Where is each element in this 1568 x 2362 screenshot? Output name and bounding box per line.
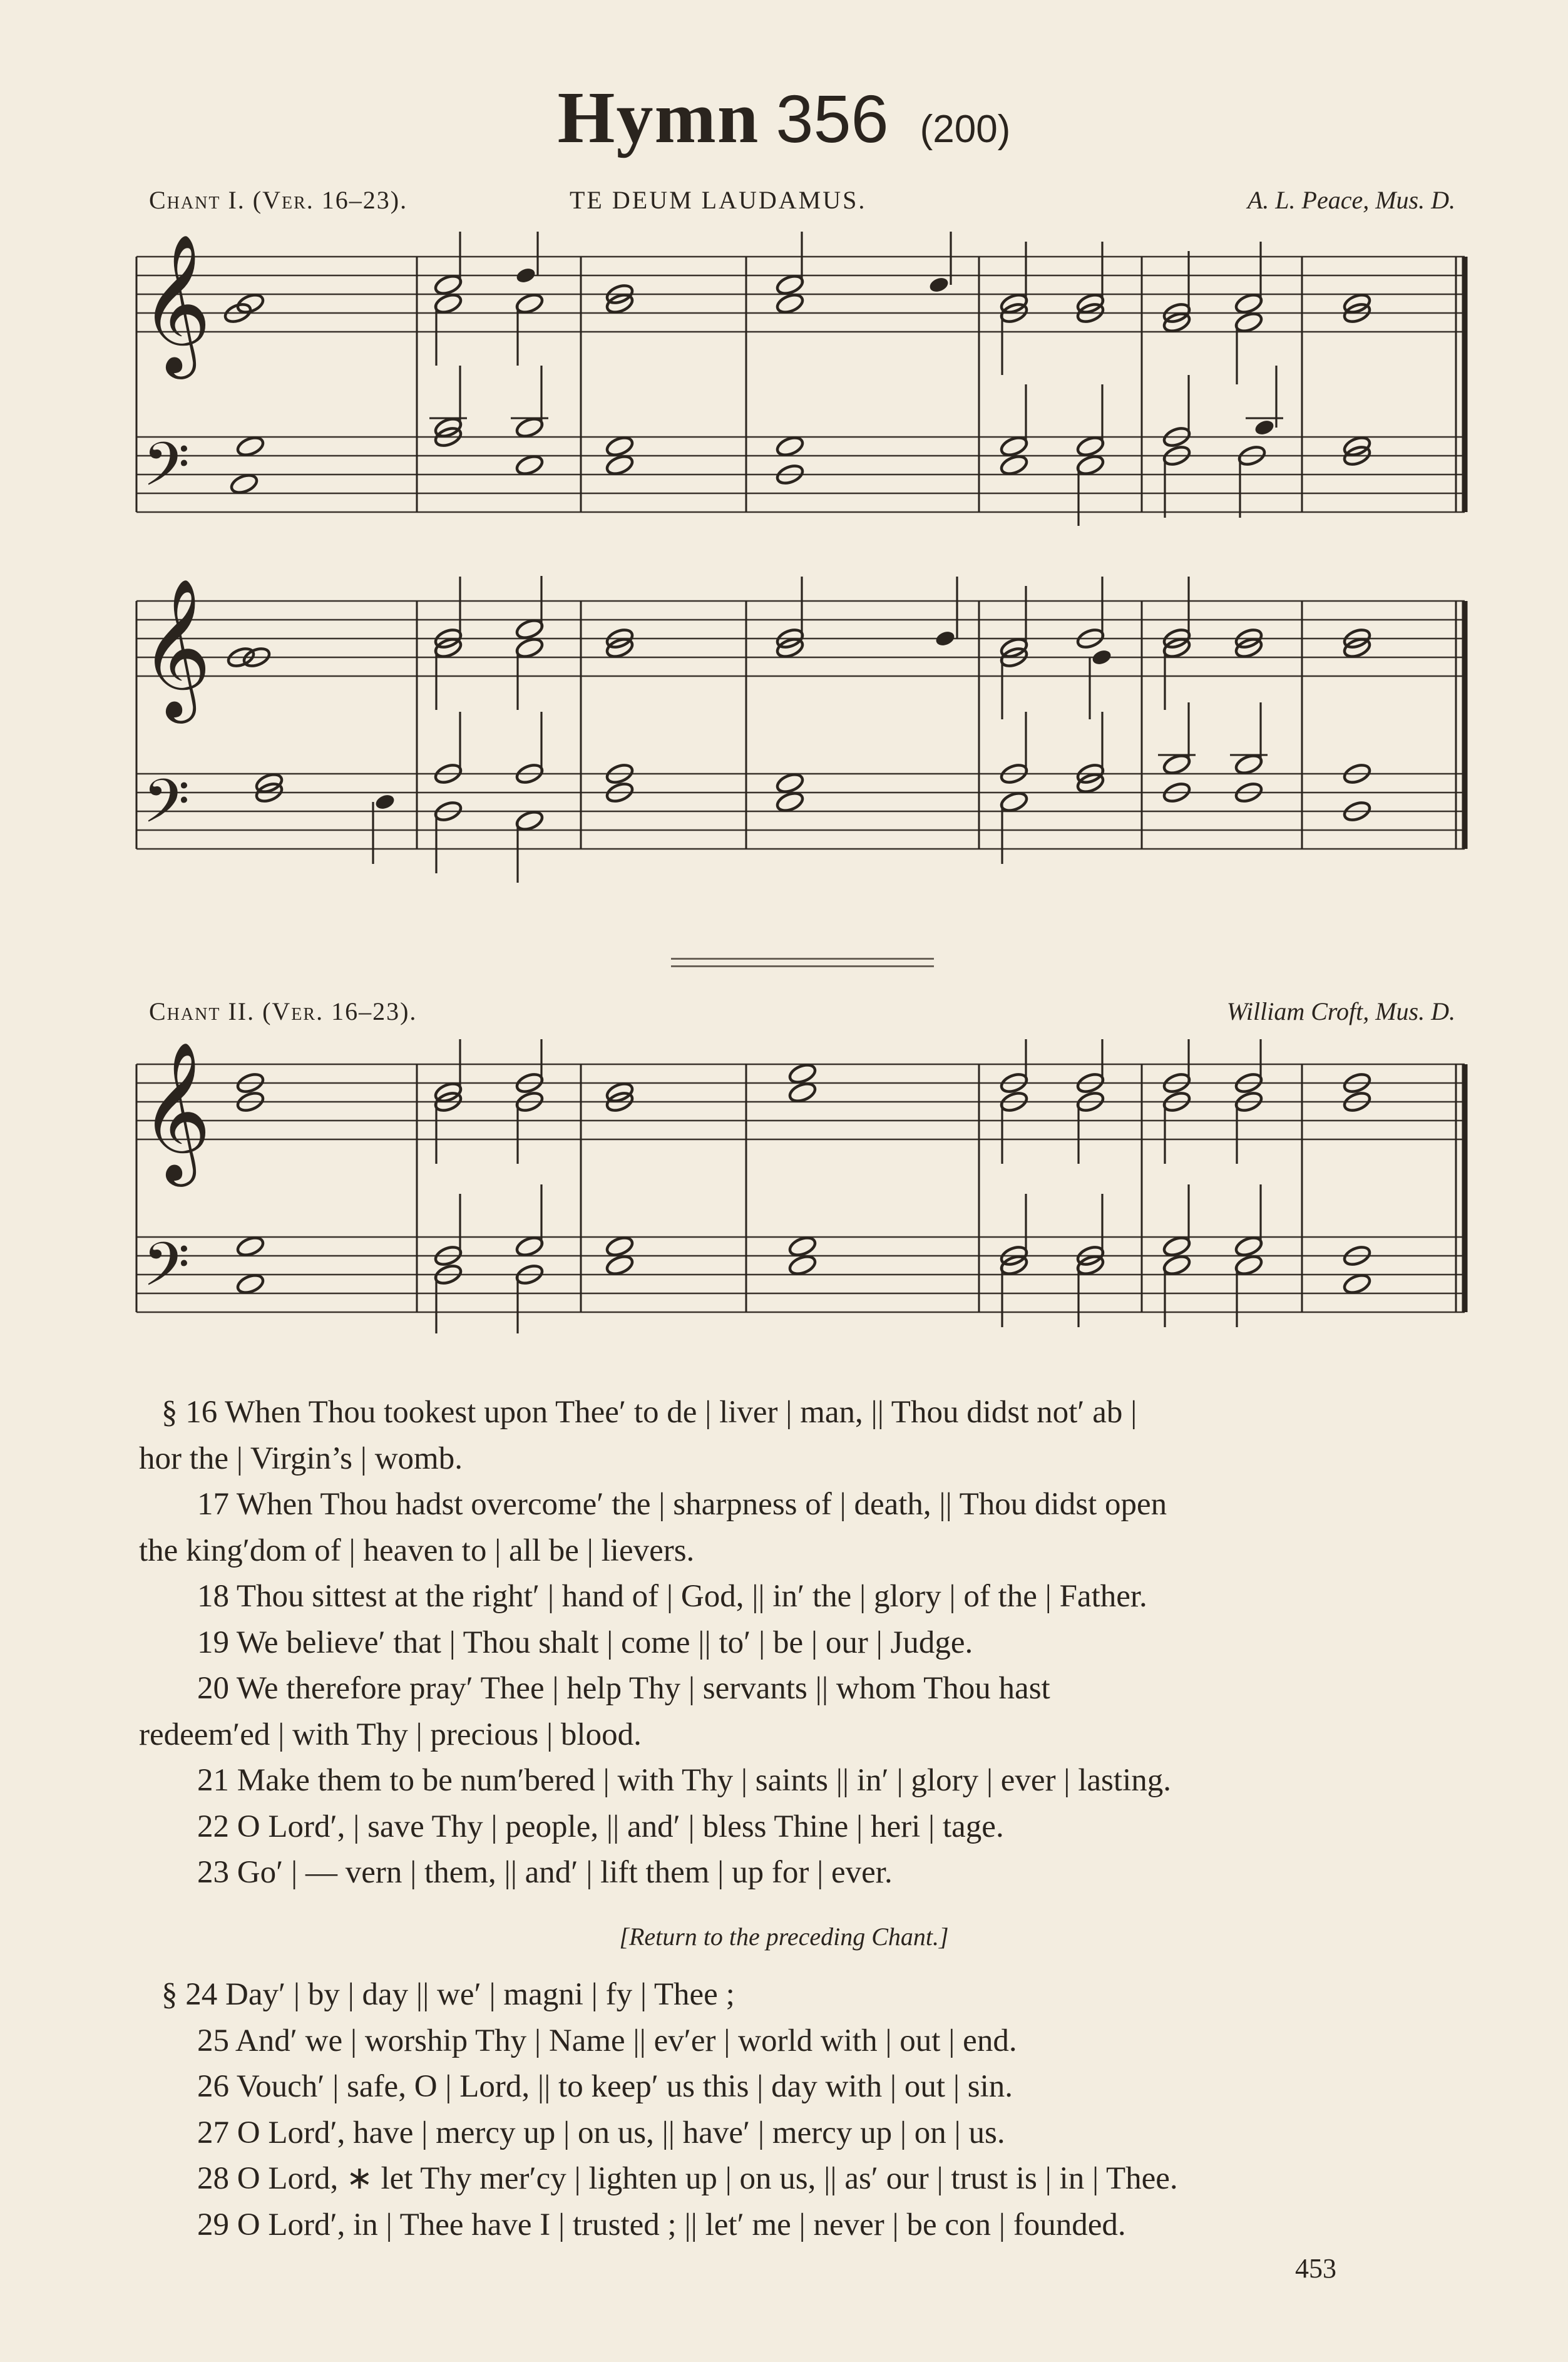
chant2-system <box>0 1039 1568 1333</box>
half-note <box>1234 292 1264 316</box>
half-note <box>787 1062 817 1086</box>
verse-line: 26 Vouch′ | safe, O | Lord, || to keep′ us this | day with | out | sin. <box>197 2069 1013 2104</box>
half-note <box>1234 311 1264 334</box>
chant1-system-2 <box>0 576 1568 889</box>
half-note <box>605 1235 635 1258</box>
half-note <box>999 453 1029 477</box>
half-note <box>1162 752 1192 776</box>
chant2-composer: William Croft, Mus. D. <box>1226 997 1455 1025</box>
chant2-label: Chant II. (Ver. 16–23). <box>149 997 418 1025</box>
half-note <box>775 636 805 660</box>
hymn-alt-number: (200) <box>920 108 1011 151</box>
half-note <box>515 636 545 660</box>
treble-clef-icon: 𝄞 <box>140 1041 212 1181</box>
quarter-note <box>1253 418 1275 437</box>
chant1-system-1 <box>0 232 1568 526</box>
half-note <box>999 434 1029 458</box>
half-note <box>1162 636 1192 660</box>
quarter-note <box>374 793 396 811</box>
chant1-label: Chant I. (Ver. 16–23). <box>149 186 408 214</box>
half-note <box>605 1253 635 1277</box>
half-note <box>775 771 805 795</box>
verse-line: § 16 When Thou tookest upon Thee′ to de | liver | man, || Thou didst not′ ab | <box>161 1395 1137 1430</box>
quarter-note <box>1090 648 1112 667</box>
half-note <box>775 434 805 458</box>
half-note <box>515 1235 545 1258</box>
half-note <box>1234 636 1264 660</box>
verse-line: 17 When Thou hadst overcome′ the | sharpness of | death, || Thou didst open <box>197 1487 1167 1522</box>
half-note <box>515 453 545 477</box>
half-note <box>433 292 463 316</box>
half-note <box>1162 1235 1192 1258</box>
half-note <box>1075 434 1105 458</box>
half-note <box>787 1253 817 1277</box>
quarter-note <box>934 629 956 648</box>
half-note <box>1075 771 1105 795</box>
half-note <box>1075 453 1105 477</box>
half-note <box>605 292 635 316</box>
half-note <box>1075 1253 1105 1277</box>
half-note <box>433 273 463 297</box>
verse-line: 25 And′ we | worship Thy | Name || ev′er | world with | out | end. <box>197 2023 1017 2058</box>
half-note <box>1342 1272 1372 1296</box>
section-divider <box>671 965 934 967</box>
treble-clef-icon: 𝄞 <box>140 234 212 373</box>
half-note <box>775 273 805 297</box>
hymn-title <box>0 75 1568 160</box>
verse-line: 18 Thou sittest at the right′ | hand of | God, || in′ the | glory | of the | Father. <box>197 1579 1147 1614</box>
half-note <box>515 292 545 316</box>
verse-line: § 24 Day′ | by | day || we′ | magni | fy | Thee ; <box>161 1977 735 2012</box>
half-note <box>1234 752 1264 776</box>
half-note <box>515 809 545 833</box>
half-note <box>515 617 545 641</box>
half-note <box>605 636 635 660</box>
verse-line: 23 Go′ | — vern | them, || and′ | lift them | up for | ever. <box>197 1855 893 1890</box>
treble-clef-icon: 𝄞 <box>140 578 212 717</box>
hymn-number: 356 <box>776 81 889 157</box>
verse-line: the king′dom of | heaven to | all be | lievers. <box>139 1533 695 1568</box>
half-note <box>1162 1253 1192 1277</box>
bass-clef-icon: 𝄢 <box>143 429 190 515</box>
half-note <box>229 472 259 496</box>
half-note <box>999 1253 1029 1277</box>
half-note <box>235 1272 265 1296</box>
verse-line: 28 O Lord, ∗ let Thy mer′cy | lighten up | on us, || as′ our | trust is | in | Thee. <box>197 2161 1178 2196</box>
page-number: 453 <box>1295 2253 1336 2284</box>
quarter-note <box>515 266 536 285</box>
half-note <box>235 434 265 458</box>
verse-line: redeem′ed | with Thy | precious | blood. <box>139 1717 642 1752</box>
bass-clef-icon: 𝄢 <box>143 766 190 851</box>
half-note <box>1342 636 1372 660</box>
verse-line: hor the | Virgin’s | womb. <box>139 1441 463 1476</box>
half-note <box>775 790 805 814</box>
half-note <box>775 292 805 316</box>
half-note <box>515 416 545 439</box>
chant1-name: TE DEUM LAUDAMUS. <box>570 186 867 214</box>
half-note <box>1234 1235 1264 1258</box>
half-note <box>787 1235 817 1258</box>
half-note <box>787 1081 817 1104</box>
half-note <box>235 1235 265 1258</box>
half-note <box>433 636 463 660</box>
verse-line: 27 O Lord′, have | mercy up | on us, || have′ | mercy up | on | us. <box>197 2115 1005 2150</box>
quarter-note <box>928 275 950 294</box>
hymn-title-prefix: Hymn <box>557 76 760 158</box>
half-note <box>999 790 1029 814</box>
section-divider <box>671 958 934 960</box>
half-note <box>605 453 635 477</box>
chant1-composer: A. L. Peace, Mus. D. <box>1247 186 1455 214</box>
verse-line: 22 O Lord′, | save Thy | people, || and′ | bless Thine | heri | tage. <box>197 1809 1004 1844</box>
half-note <box>605 434 635 458</box>
verse-line: 20 We therefore pray′ Thee | help Thy | servants || whom Thou hast <box>197 1671 1050 1706</box>
verse-line: 21 Make them to be num′bered | with Thy | saints || in′ | glory | ever | lasting. <box>197 1763 1171 1798</box>
half-note <box>235 292 265 316</box>
half-note <box>1162 311 1192 334</box>
verse-line: 19 We believe′ that | Thou shalt | come || to′ | be | our | Judge. <box>197 1625 973 1660</box>
verse-line: 29 O Lord′, in | Thee have I | trusted ; || let′ me | never | be con | founded. <box>197 2207 1126 2242</box>
half-note <box>1234 1253 1264 1277</box>
return-note: [Return to the preceding Chant.] <box>619 1923 949 1951</box>
bass-clef-icon: 𝄢 <box>143 1229 190 1315</box>
